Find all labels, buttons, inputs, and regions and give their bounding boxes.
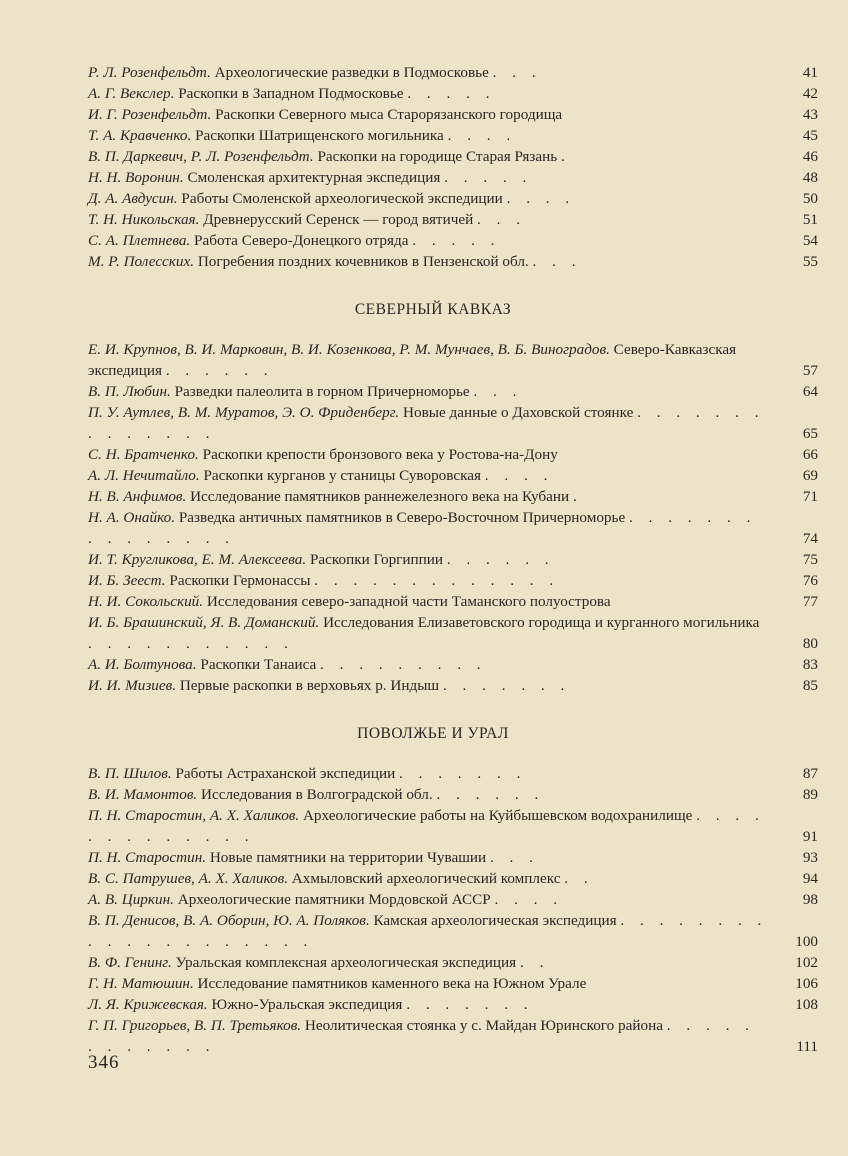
entry-page: 50 xyxy=(802,190,818,207)
toc-entry xyxy=(88,402,818,444)
toc-entry xyxy=(88,209,818,230)
entry-page: 85 xyxy=(802,677,818,694)
entry-text xyxy=(88,146,778,167)
toc-entry xyxy=(88,591,818,612)
entry-leader-dots: . . . . . xyxy=(412,232,501,249)
entry-text xyxy=(88,251,778,272)
toc-entry xyxy=(88,549,818,570)
entry-author: П. У. Аутлев, В. М. Муратов, Э. О. Фриденберг. xyxy=(88,404,400,421)
toc-entry xyxy=(88,125,818,146)
entry-leader-dots: . xyxy=(561,148,571,165)
entry-leader-dots: . . . . . xyxy=(407,85,496,102)
entry-author: Т. А. Кравченко. xyxy=(88,127,192,144)
entry-author: И. Г. Розенфельдт. xyxy=(88,106,212,123)
entry-page: 94 xyxy=(802,870,818,887)
entry-title: Разведка античных памятников в Северо-Восточном Причерноморье xyxy=(178,509,626,526)
table-of-contents xyxy=(88,62,818,1057)
toc-entry xyxy=(88,784,818,805)
entry-page: 80 xyxy=(802,635,818,652)
entry-title: Работы Астраханской экспедиции xyxy=(175,765,396,782)
entry-leader-dots: . . . . xyxy=(506,190,576,207)
entry-title: Раскопки крепости бронзового века у Ростова-на-Дону xyxy=(202,446,558,463)
entry-text xyxy=(88,83,778,104)
toc-entry xyxy=(88,507,818,549)
entry-page: 77 xyxy=(802,593,818,610)
toc-entry xyxy=(88,167,818,188)
entry-title: Первые раскопки в верховьях р. Индыш xyxy=(179,677,440,694)
entry-author: Р. Л. Розенфельдт. xyxy=(88,64,211,81)
entry-page: 93 xyxy=(802,849,818,866)
entry-author: Г. Н. Матюшин. xyxy=(88,975,194,992)
toc-entry xyxy=(88,763,818,784)
entry-title: Смоленская архитектурная экспедиция xyxy=(187,169,441,186)
entry-text xyxy=(88,847,778,868)
entry-text xyxy=(88,125,778,146)
entry-title: Уральская комплексная археологическая экспедиция xyxy=(175,954,517,971)
entry-page: 41 xyxy=(802,64,818,81)
entry-author: Л. Я. Крижевская. xyxy=(88,996,208,1013)
entry-author: С. Н. Братченко. xyxy=(88,446,199,463)
entry-text xyxy=(88,381,778,402)
entry-leader-dots: . . . . . . . . . . . xyxy=(88,635,294,652)
entry-title: Раскопки в Западном Подмосковье xyxy=(178,85,404,102)
entry-page: 83 xyxy=(802,656,818,673)
entry-page: 91 xyxy=(802,828,818,845)
toc-entry xyxy=(88,1015,818,1057)
page-number: 346 xyxy=(88,1052,120,1073)
entry-leader-dots: . . . . . . . . . . . . . xyxy=(314,572,560,589)
entry-author: С. А. Плетнева. xyxy=(88,232,191,249)
entry-text xyxy=(88,994,778,1015)
toc-entry xyxy=(88,251,818,272)
entry-text xyxy=(88,910,778,952)
entry-author: А. В. Циркин. xyxy=(88,891,174,908)
entry-author: Г. П. Григорьев, В. П. Третьяков. xyxy=(88,1017,302,1034)
entry-leader-dots: . . . xyxy=(492,64,542,81)
entry-leader-dots: . . . . . . . . . . . . . xyxy=(88,807,765,845)
entry-title: Археологические работы на Куйбышевском водохранилище xyxy=(302,807,693,824)
entry-leader-dots: . . . . xyxy=(447,127,517,144)
toc-entry xyxy=(88,465,818,486)
entry-leader-dots: . . . . . xyxy=(444,169,533,186)
entry-leader-dots: . . . xyxy=(477,211,526,228)
entry-title: Южно-Уральская экспедиция xyxy=(211,996,403,1013)
toc-entry xyxy=(88,868,818,889)
entry-title: Исследование памятников раннежелезного века на Кубани xyxy=(190,488,570,505)
toc-entry xyxy=(88,83,818,104)
entry-author: И. И. Мизиев. xyxy=(88,677,177,694)
entry-page: 64 xyxy=(802,383,818,400)
entry-title: Исследования в Волгоградской обл. xyxy=(201,786,433,803)
entry-text xyxy=(88,507,778,549)
entry-page: 57 xyxy=(802,362,818,379)
entry-page: 51 xyxy=(802,211,818,228)
entry-page: 66 xyxy=(802,446,818,463)
entry-title: Археологические разведки в Подмосковье xyxy=(214,64,489,81)
entry-leader-dots: . . . . . . . xyxy=(399,765,527,782)
entry-author: В. П. Денисов, В. А. Оборин, Ю. А. Поляков. xyxy=(88,912,370,929)
entry-leader-dots: . . . . . . xyxy=(436,786,545,803)
entry-page: 45 xyxy=(802,127,818,144)
entry-text xyxy=(88,952,778,973)
entry-author: В. П. Даркевич, Р. Л. Розенфельдт. xyxy=(88,148,314,165)
toc-entry xyxy=(88,889,818,910)
entry-leader-dots: . . . xyxy=(489,849,539,866)
entry-page: 108 xyxy=(795,996,818,1013)
toc-entry xyxy=(88,675,818,696)
entry-page: 111 xyxy=(796,1038,818,1055)
entry-leader-dots: . . . . . . . xyxy=(442,677,571,694)
entry-author: Н. Н. Воронин. xyxy=(88,169,184,186)
entry-author: А. Л. Нечитайло. xyxy=(88,467,200,484)
entry-title: Раскопки на городище Старая Рязань xyxy=(317,148,558,165)
entry-text xyxy=(88,209,778,230)
entry-author: П. Н. Старостин. xyxy=(88,849,207,866)
entry-text xyxy=(88,805,778,847)
entry-text xyxy=(88,402,778,444)
entry-leader-dots: . . . . . . . . . . . . . . . xyxy=(88,509,757,547)
entry-page: 89 xyxy=(802,786,818,803)
entry-page: 46 xyxy=(802,148,818,165)
entry-author: В. И. Мамонтов. xyxy=(88,786,198,803)
entry-title: Раскопки Шатрищенского могильника xyxy=(195,127,444,144)
entry-leader-dots: . . . xyxy=(473,383,523,400)
entry-text xyxy=(88,973,778,994)
entry-author: В. Ф. Генинг. xyxy=(88,954,172,971)
entry-title: Разведки палеолита в горном Причерноморье xyxy=(174,383,470,400)
entry-title: Древнерусский Серенск — город вятичей xyxy=(203,211,474,228)
entry-page: 87 xyxy=(802,765,818,782)
entry-title: Раскопки курганов у станицы Суворовская xyxy=(203,467,481,484)
entry-text xyxy=(88,188,778,209)
section-title: СЕВЕРНЫЙ КАВКАЗ xyxy=(354,301,512,318)
entry-text xyxy=(88,612,778,654)
entry-leader-dots: . . xyxy=(564,870,594,887)
entry-author: И. Б. Зеест. xyxy=(88,572,166,589)
toc-entry xyxy=(88,486,818,507)
entry-author: Н. И. Сокольский. xyxy=(88,593,204,610)
entry-author: Д. А. Авдусин. xyxy=(88,190,178,207)
entry-title: Исследования северо-западной части Таманского полуострова xyxy=(206,593,611,610)
entry-title: Раскопки Северного мыса Старорязанского городища xyxy=(215,106,563,123)
entry-page: 106 xyxy=(795,975,818,992)
entry-text xyxy=(88,549,778,570)
entry-text xyxy=(88,486,778,507)
entry-title: Неолитическая стоянка у с. Майдан Юринского района xyxy=(304,1017,663,1034)
toc-entry xyxy=(88,654,818,675)
entry-title: Археологические памятники Мордовской АССР xyxy=(177,891,491,908)
toc-entry xyxy=(88,188,818,209)
entry-title: Исследование памятников каменного века на Южном Урале xyxy=(197,975,587,992)
entry-page: 42 xyxy=(802,85,818,102)
entry-author: В. П. Шилов. xyxy=(88,765,172,782)
entry-text xyxy=(88,675,778,696)
section-title: ПОВОЛЖЬЕ И УРАЛ xyxy=(357,725,509,742)
toc-entry xyxy=(88,444,818,465)
entry-title: Работы Смоленской археологической экспедиции xyxy=(181,190,503,207)
entry-page: 71 xyxy=(802,488,818,505)
entry-text xyxy=(88,339,778,381)
toc-entry xyxy=(88,952,818,973)
entry-text xyxy=(88,889,778,910)
entry-author: Н. А. Онайко. xyxy=(88,509,176,526)
entry-text xyxy=(88,1015,778,1057)
toc-entry xyxy=(88,104,818,125)
entry-leader-dots: . . . . . . . . . . . . . . . . . . . . xyxy=(88,912,768,950)
entry-author: М. Р. Полесских. xyxy=(88,253,195,270)
entry-page: 74 xyxy=(802,530,818,547)
entry-page: 75 xyxy=(802,551,818,568)
toc-entry xyxy=(88,230,818,251)
entry-title: Раскопки Танаиса xyxy=(200,656,317,673)
entry-leader-dots: . . . . xyxy=(494,891,564,908)
entry-page: 43 xyxy=(802,106,818,123)
toc-entry xyxy=(88,146,818,167)
entry-author: Т. Н. Никольская. xyxy=(88,211,200,228)
toc-entry xyxy=(88,805,818,847)
entry-leader-dots: . . xyxy=(519,954,550,971)
entry-text xyxy=(88,104,778,125)
toc-entry xyxy=(88,381,818,402)
entry-text xyxy=(88,465,778,486)
toc-entry xyxy=(88,910,818,952)
toc-entry xyxy=(88,339,818,381)
entry-text xyxy=(88,230,778,251)
entry-page: 100 xyxy=(795,933,818,950)
entry-author: Н. В. Анфимов. xyxy=(88,488,187,505)
entry-page: 65 xyxy=(802,425,818,442)
entry-title: Погребения поздних кочевников в Пензенской обл. xyxy=(197,253,529,270)
entry-title: Новые памятники на территории Чувашии xyxy=(209,849,487,866)
entry-page: 54 xyxy=(802,232,818,249)
entry-page: 102 xyxy=(795,954,818,971)
toc-entry xyxy=(88,973,818,994)
entry-title: Работа Северо-Донецкого отряда xyxy=(194,232,409,249)
entry-author: Е. И. Крупнов, В. И. Марковин, В. И. Козенкова, Р. М. Мунчаев, В. Б. Виноградов. xyxy=(88,341,610,358)
entry-leader-dots: . . . xyxy=(532,253,582,270)
toc-entry xyxy=(88,570,818,591)
toc-entry xyxy=(88,62,818,83)
entry-title: Раскопки Горгиппии xyxy=(309,551,444,568)
entry-author: И. Б. Брашинский, Я. В. Доманский. xyxy=(88,614,320,631)
entry-text xyxy=(88,763,778,784)
entry-author: И. Т. Кругликова, Е. М. Алексеева. xyxy=(88,551,307,568)
entry-author: В. С. Патрушев, А. Х. Халиков. xyxy=(88,870,288,887)
entry-title: Северо-Кавказская экспедиция xyxy=(88,341,737,379)
entry-text xyxy=(88,570,778,591)
toc-entry xyxy=(88,847,818,868)
entry-text xyxy=(88,444,778,465)
entry-text xyxy=(88,654,778,675)
entry-text xyxy=(88,167,778,188)
entry-leader-dots: . . . . . . . . . xyxy=(320,656,487,673)
entry-page: 48 xyxy=(802,169,818,186)
entry-page: 76 xyxy=(802,572,818,589)
entry-title: Ахмыловский археологический комплекс xyxy=(291,870,561,887)
entry-page: 69 xyxy=(802,467,818,484)
entry-leader-dots: . . . . . . . . . . . . xyxy=(88,1017,755,1055)
entry-leader-dots: . . . . . . xyxy=(446,551,555,568)
entry-leader-dots: . . . . . . . . . . . . . . xyxy=(88,404,765,442)
toc-entry xyxy=(88,994,818,1015)
entry-leader-dots: . . . . xyxy=(484,467,554,484)
entry-title: Новые данные о Даховской стоянке xyxy=(403,404,634,421)
entry-text xyxy=(88,868,778,889)
entry-leader-dots: . xyxy=(572,488,583,505)
entry-author: А. И. Болтунова. xyxy=(88,656,197,673)
entry-author: А. Г. Векслер. xyxy=(88,85,175,102)
entry-title: Исследования Елизаветовского городища и курганного могильника xyxy=(323,614,760,631)
entry-author: П. Н. Старостин, А. Х. Халиков. xyxy=(88,807,300,824)
entry-author: В. П. Любин. xyxy=(88,383,171,400)
entry-leader-dots: . . . . . . xyxy=(165,362,274,379)
toc-entry xyxy=(88,612,818,654)
entry-title: Раскопки Гермонассы xyxy=(169,572,311,589)
entry-leader-dots: . . . . . . . xyxy=(406,996,534,1013)
entry-page: 55 xyxy=(802,253,818,270)
entry-text xyxy=(88,591,778,612)
entry-text xyxy=(88,784,778,805)
entry-page: 98 xyxy=(802,891,818,908)
entry-title: Камская археологическая экспедиция xyxy=(373,912,617,929)
entry-text xyxy=(88,62,778,83)
